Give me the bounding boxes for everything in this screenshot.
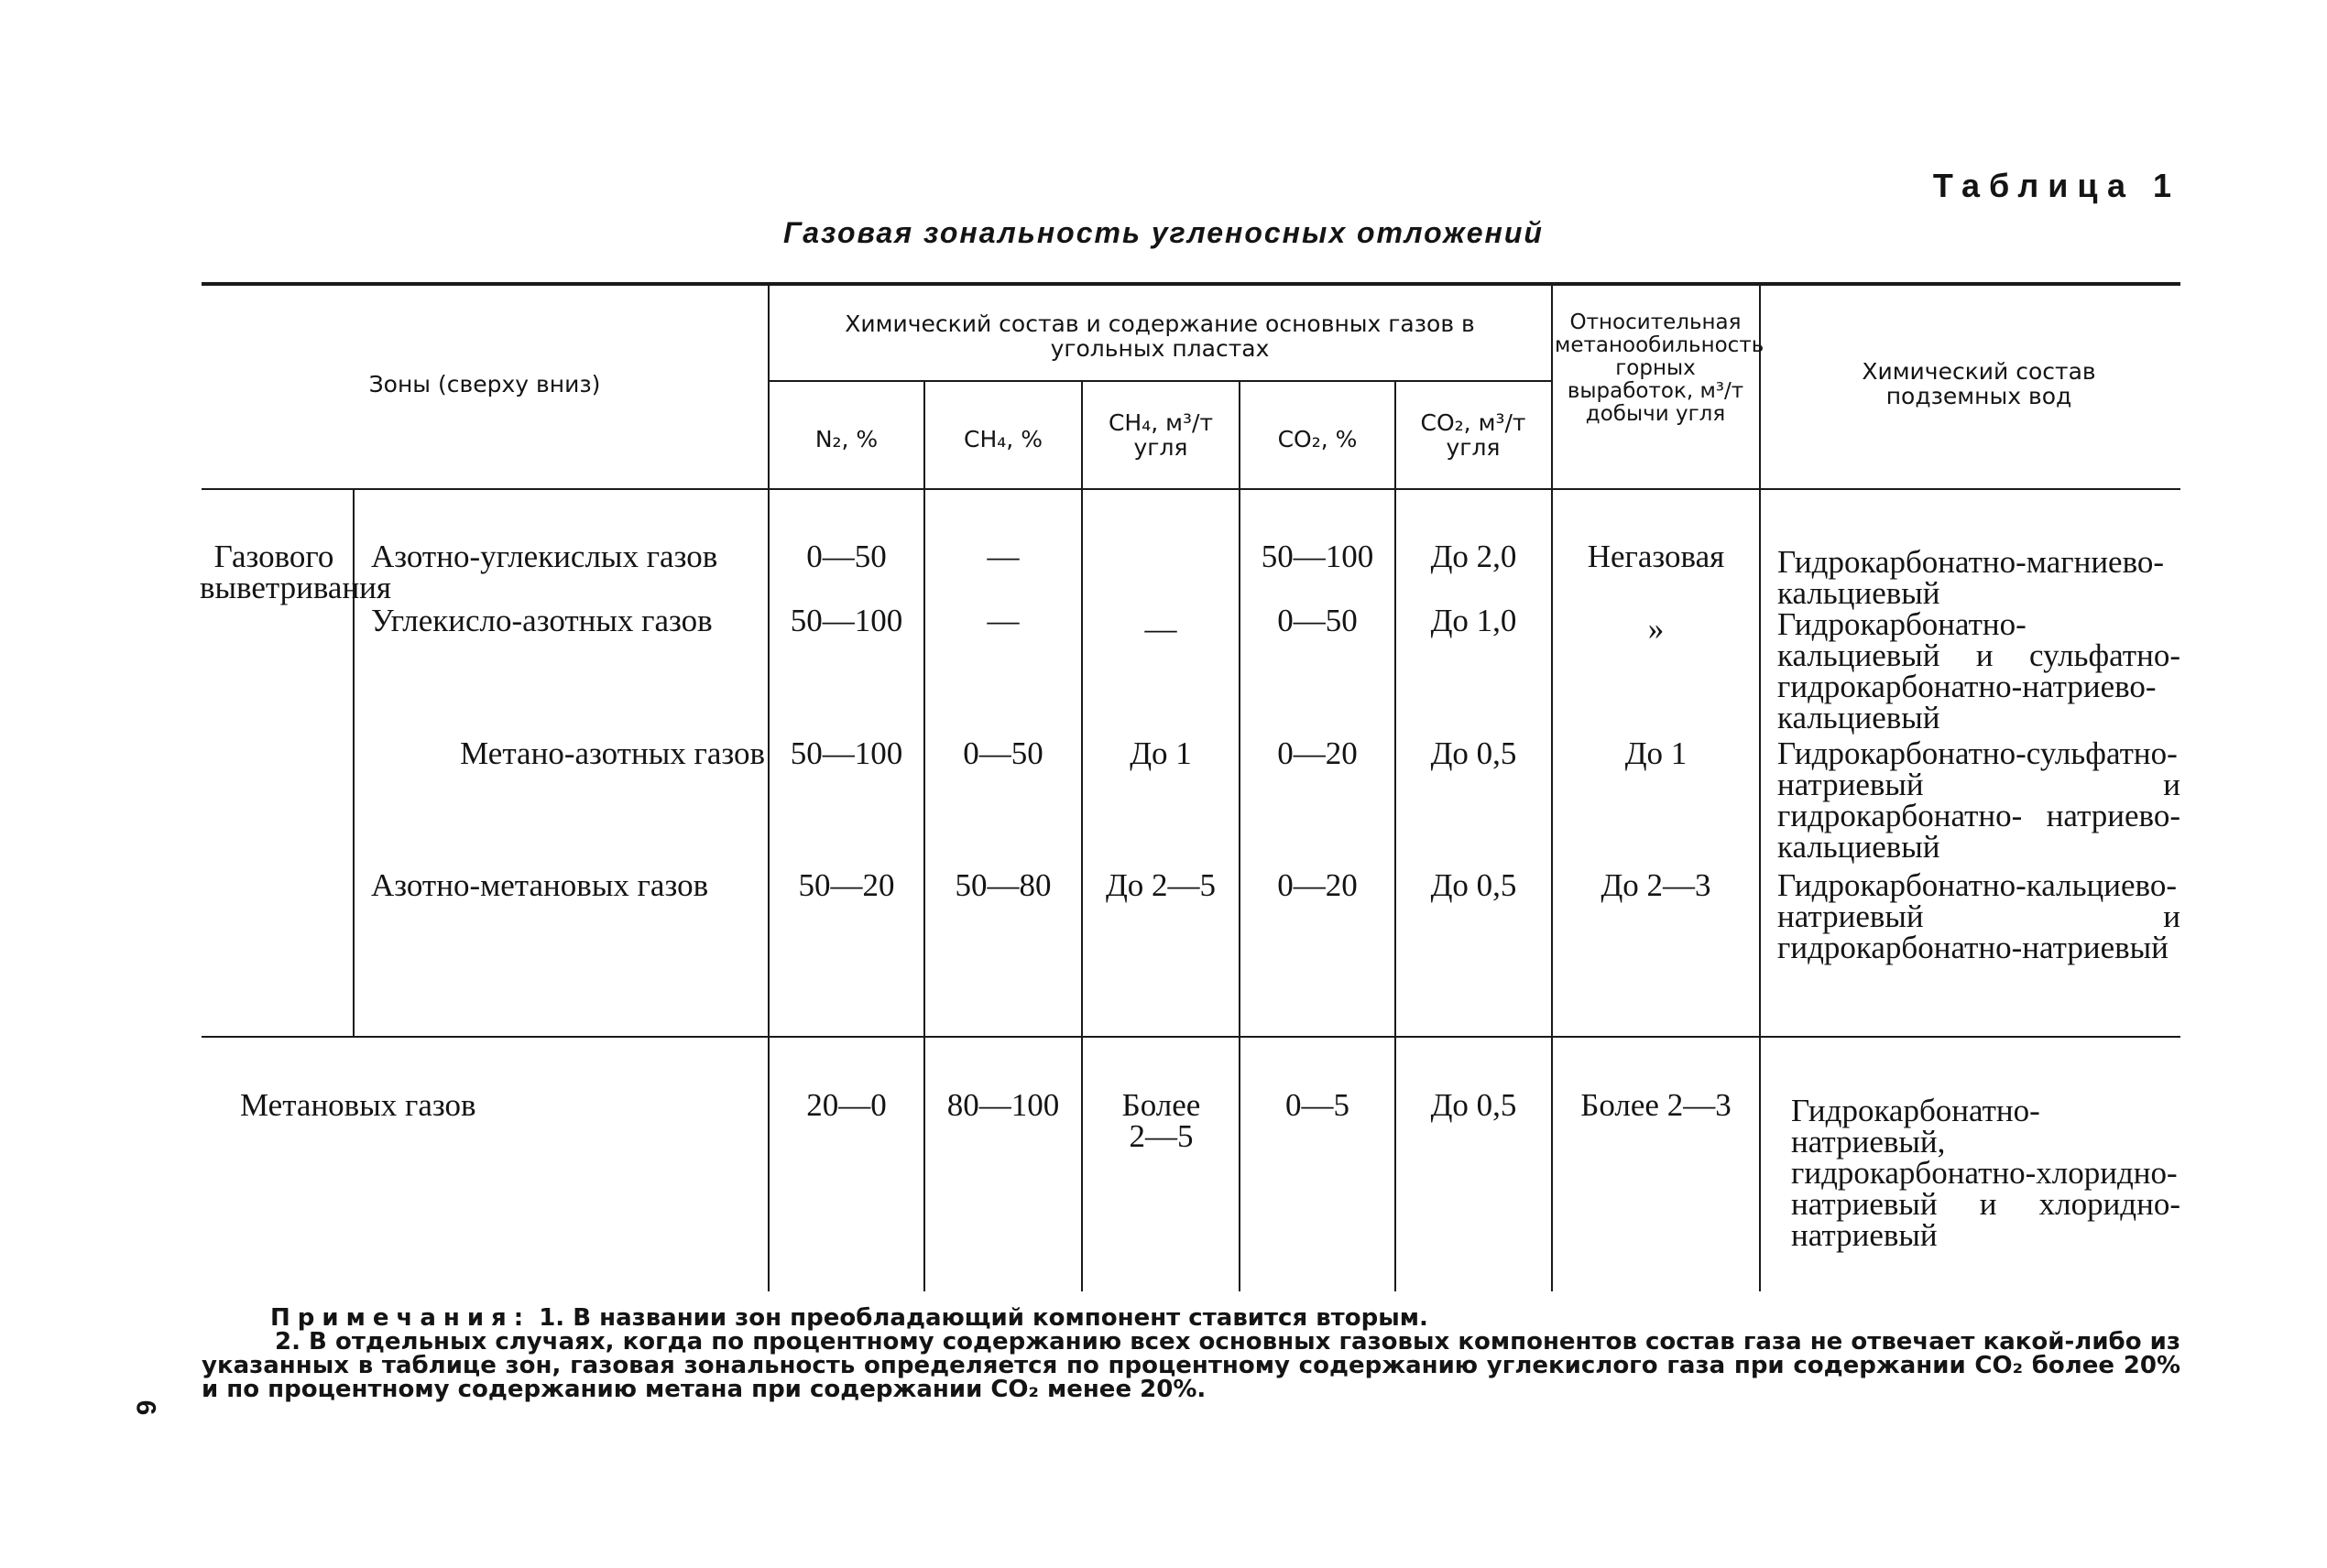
cell-groundwater: Гидрокарбонатно- натриевый, гидрокарбонатно-хлоридно-натриевый и хлоридно-натриевый — [1791, 1093, 2180, 1253]
cell-methane-yield: До 2—3 — [1600, 867, 1711, 903]
zone-name: Углекисло-азотных газов — [371, 603, 713, 638]
cell-co2-volume: До 2,0 — [1430, 539, 1517, 574]
subheader-rule — [768, 380, 1551, 382]
page-number: 6 — [130, 1399, 161, 1416]
zone-name: Азотно-метановых газов — [371, 867, 709, 903]
notes-label: Примечания: — [270, 1304, 531, 1332]
group-divider-rule — [202, 1036, 2180, 1038]
cell-co2-volume: До 0,5 — [1430, 1087, 1517, 1123]
cell-ch4-volume: Более 2—5 — [1121, 1087, 1201, 1154]
cell-groundwater: Гидрокарбонатно-сульфатно-натриевый и гидрокарбонатно- натриево-кальциевый — [1777, 735, 2180, 865]
cell-n2: 0—50 — [806, 539, 887, 574]
cell-ch4-percent: — — [987, 603, 1020, 638]
cell-n2: 50—20 — [798, 867, 895, 903]
header-n2: N₂, % — [814, 426, 879, 452]
cell-co2-percent: 0—20 — [1277, 867, 1358, 903]
cell-ch4-volume: — — [1144, 611, 1177, 647]
cell-ch4-volume: До 1 — [1130, 735, 1192, 771]
cell-n2: 50—100 — [790, 735, 903, 771]
cell-co2-volume: До 0,5 — [1430, 867, 1517, 903]
header-co2-volume: CO₂, м³/т угля — [1420, 409, 1526, 461]
cell-groundwater: Гидрокарбонатно-магниево-кальциевый — [1777, 544, 2165, 611]
cell-co2-percent: 0—5 — [1285, 1087, 1349, 1123]
cell-ch4-volume: До 2—5 — [1105, 867, 1217, 903]
header-zones: Зоны (сверху вниз) — [368, 371, 601, 397]
zone-name: Азотно-углекислых газов — [371, 539, 718, 574]
cell-n2: 20—0 — [806, 1087, 887, 1123]
cell-methane-yield: Более 2—3 — [1580, 1087, 1732, 1123]
cell-co2-volume: До 1,0 — [1430, 603, 1517, 638]
cell-co2-percent: 50—100 — [1261, 539, 1374, 574]
header-ch4-volume: CH₄, м³/т угля — [1108, 409, 1214, 461]
zone-group-label: Газового выветривания — [200, 539, 392, 605]
col-divider — [923, 382, 925, 1291]
header-ch4-percent: CH₄, % — [964, 426, 1043, 452]
zone-name: Метановых газов — [240, 1087, 476, 1123]
header-groundwater: Химический состав подземных вод — [1862, 358, 2096, 409]
cell-co2-percent: 0—50 — [1277, 603, 1358, 638]
col-divider — [1551, 284, 1553, 1291]
note-1-text: 1. В названии зон преобладающий компонент ставится вторым. — [539, 1304, 1428, 1332]
cell-ch4-percent: 80—100 — [946, 1087, 1060, 1123]
cell-groundwater: Гидрокарбонатно-кальциево-натриевый и гидрокарбонатно-натриевый — [1777, 867, 2180, 965]
cell-ch4-percent: 50—80 — [955, 867, 1052, 903]
cell-ch4-percent: — — [987, 539, 1020, 574]
notes — [202, 1306, 2180, 1401]
cell-methane-yield: До 1 — [1624, 735, 1688, 771]
cell-methane-yield: » — [1647, 611, 1665, 647]
table-label: Таблица 1 — [1932, 167, 2180, 204]
cell-ch4-percent: 0—50 — [963, 735, 1043, 771]
col-divider — [1239, 382, 1240, 1291]
cell-methane-yield: Негазовая — [1587, 539, 1725, 574]
header-methane-yield: Относительная метанообильность горных выработок, м³/т добычи угля — [1555, 310, 1764, 426]
header-bottom-rule — [202, 488, 2180, 490]
note-2: 2. В отдельных случаях, когда по процентному содержанию всех основных газовых компонентов состав газа не отвечает какой-либо из указанных в таблице зон, газовая зональность определяется по процентному содержанию углекислого газа при содержании CO₂ более 20% и по процентному содержанию метана при содержании CO₂ менее 20%. — [202, 1328, 2180, 1403]
col-divider — [1081, 382, 1083, 1291]
col-divider — [1759, 284, 1761, 1291]
cell-n2: 50—100 — [790, 603, 903, 638]
zone-name: Метано-азотных газов — [460, 735, 765, 771]
cell-groundwater: Гидрокарбонатно-кальциевый и сульфатно-гидрокарбонатно-натриево-кальциевый — [1777, 606, 2180, 735]
header-co2-percent: CO₂, % — [1277, 426, 1358, 452]
table-title: Газовая зональность угленосных отложений — [783, 216, 1544, 249]
col-divider — [1394, 382, 1396, 1291]
note-1 — [202, 1306, 2180, 1330]
cell-co2-percent: 0—20 — [1277, 735, 1358, 771]
header-chemical-composition: Химический состав и содержание основных газов в угольных пластах — [845, 310, 1475, 362]
top-rule — [202, 282, 2180, 286]
cell-co2-volume: До 0,5 — [1430, 735, 1517, 771]
